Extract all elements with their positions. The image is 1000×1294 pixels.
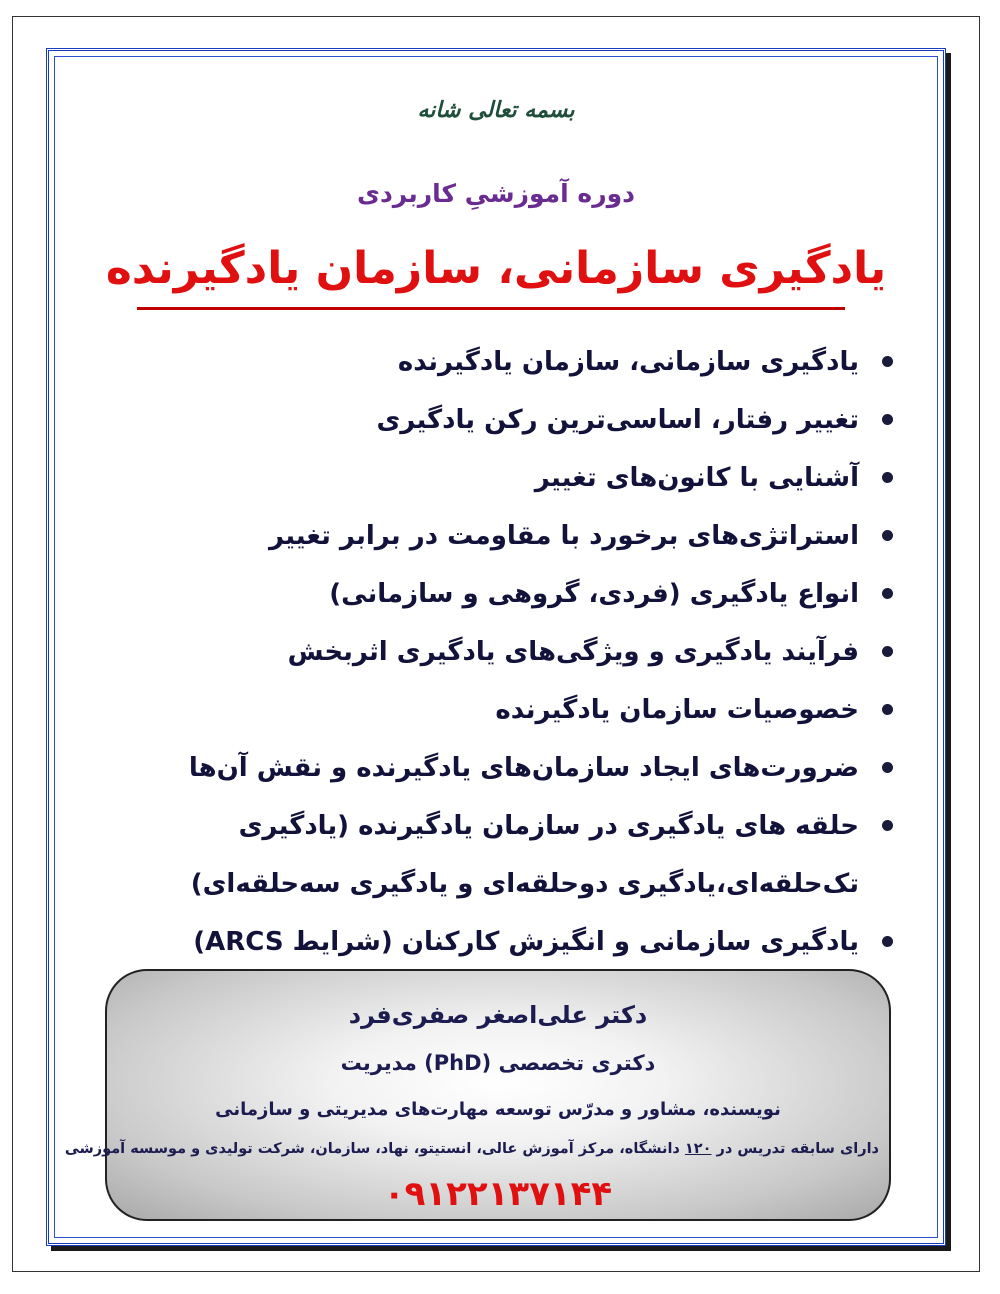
topic-list	[173, 333, 893, 971]
topic-text: فرآیند یادگیری و ویژگی‌های یادگیری اثربخش	[287, 637, 859, 667]
instructor-roles: نویسنده، مشاور و مدرّس توسعه مهارت‌های مدیریتی و سازمانی	[215, 1099, 781, 1120]
topic-item	[173, 913, 893, 971]
bullet-icon	[882, 414, 893, 425]
bullet-icon	[882, 704, 893, 715]
topic-item	[173, 507, 893, 565]
topic-text: تغییر رفتار، اساسی‌ترین رکن یادگیری	[376, 405, 859, 435]
topic-item	[173, 333, 893, 391]
instructor-info-box	[64, 969, 891, 1221]
bullet-icon	[882, 936, 893, 947]
instructor-experience	[64, 1141, 879, 1157]
topic-text: انواع یادگیری (فردی، گروهی و سازمانی)	[329, 579, 859, 609]
bullet-icon	[882, 356, 893, 367]
topic-text: حلقه های یادگیری در سازمان یادگیرنده (یادگیری تک‌حلقه‌ای،یادگیری دوحلقه‌ای و یادگیری سه‌حلقه‌ای)	[190, 811, 859, 899]
topic-item	[173, 623, 893, 681]
phone-number: ۰۹۱۲۲۱۳۷۱۴۴	[383, 1174, 613, 1214]
topic-item	[173, 391, 893, 449]
topic-item	[173, 565, 893, 623]
topic-item	[173, 797, 893, 913]
topic-item	[173, 681, 893, 739]
bullet-icon	[882, 820, 893, 831]
topic-text: یادگیری سازمانی، سازمان یادگیرنده	[397, 347, 859, 377]
topic-text: یادگیری سازمانی و انگیزش کارکنان (شرایط ARCS)	[193, 927, 859, 957]
topic-item	[173, 739, 893, 797]
course-type-heading: دوره آموزشیِ کاربردی	[357, 179, 635, 208]
bullet-icon	[882, 472, 893, 483]
bullet-icon	[882, 588, 893, 599]
flyer-frame	[46, 48, 946, 1246]
instructor-degree: دکتری تخصصی (PhD) مدیریت	[340, 1051, 656, 1075]
topic-text: استراتژی‌های برخورد با مقاومت در برابر تغییر	[269, 521, 859, 551]
experience-suffix: دانشگاه، مرکز آموزش عالی، انستیتو، نهاد، سازمان، شرکت تولیدی و موسسه آموزشی	[64, 1141, 680, 1157]
instructor-name: دکتر علی‌اصغر صفری‌فرد	[348, 1001, 648, 1029]
topic-text: ضرورت‌های ایجاد سازمان‌های یادگیرنده و نقش آن‌ها	[188, 753, 859, 783]
topic-text: آشنایی با کانون‌های تغییر	[534, 463, 859, 493]
topic-item	[173, 449, 893, 507]
invocation-heading: بسمه تعالی شانه	[417, 97, 575, 123]
experience-prefix: دارای سابقه تدریس در	[716, 1141, 879, 1157]
title-underline	[137, 307, 845, 310]
bullet-icon	[882, 646, 893, 657]
topic-text: خصوصیات سازمان یادگیرنده	[495, 695, 859, 725]
experience-count: ۱۲۰	[684, 1141, 712, 1157]
bullet-icon	[882, 530, 893, 541]
main-title: یادگیری سازمانی، سازمان یادگیرنده	[105, 243, 887, 294]
bullet-icon	[882, 762, 893, 773]
